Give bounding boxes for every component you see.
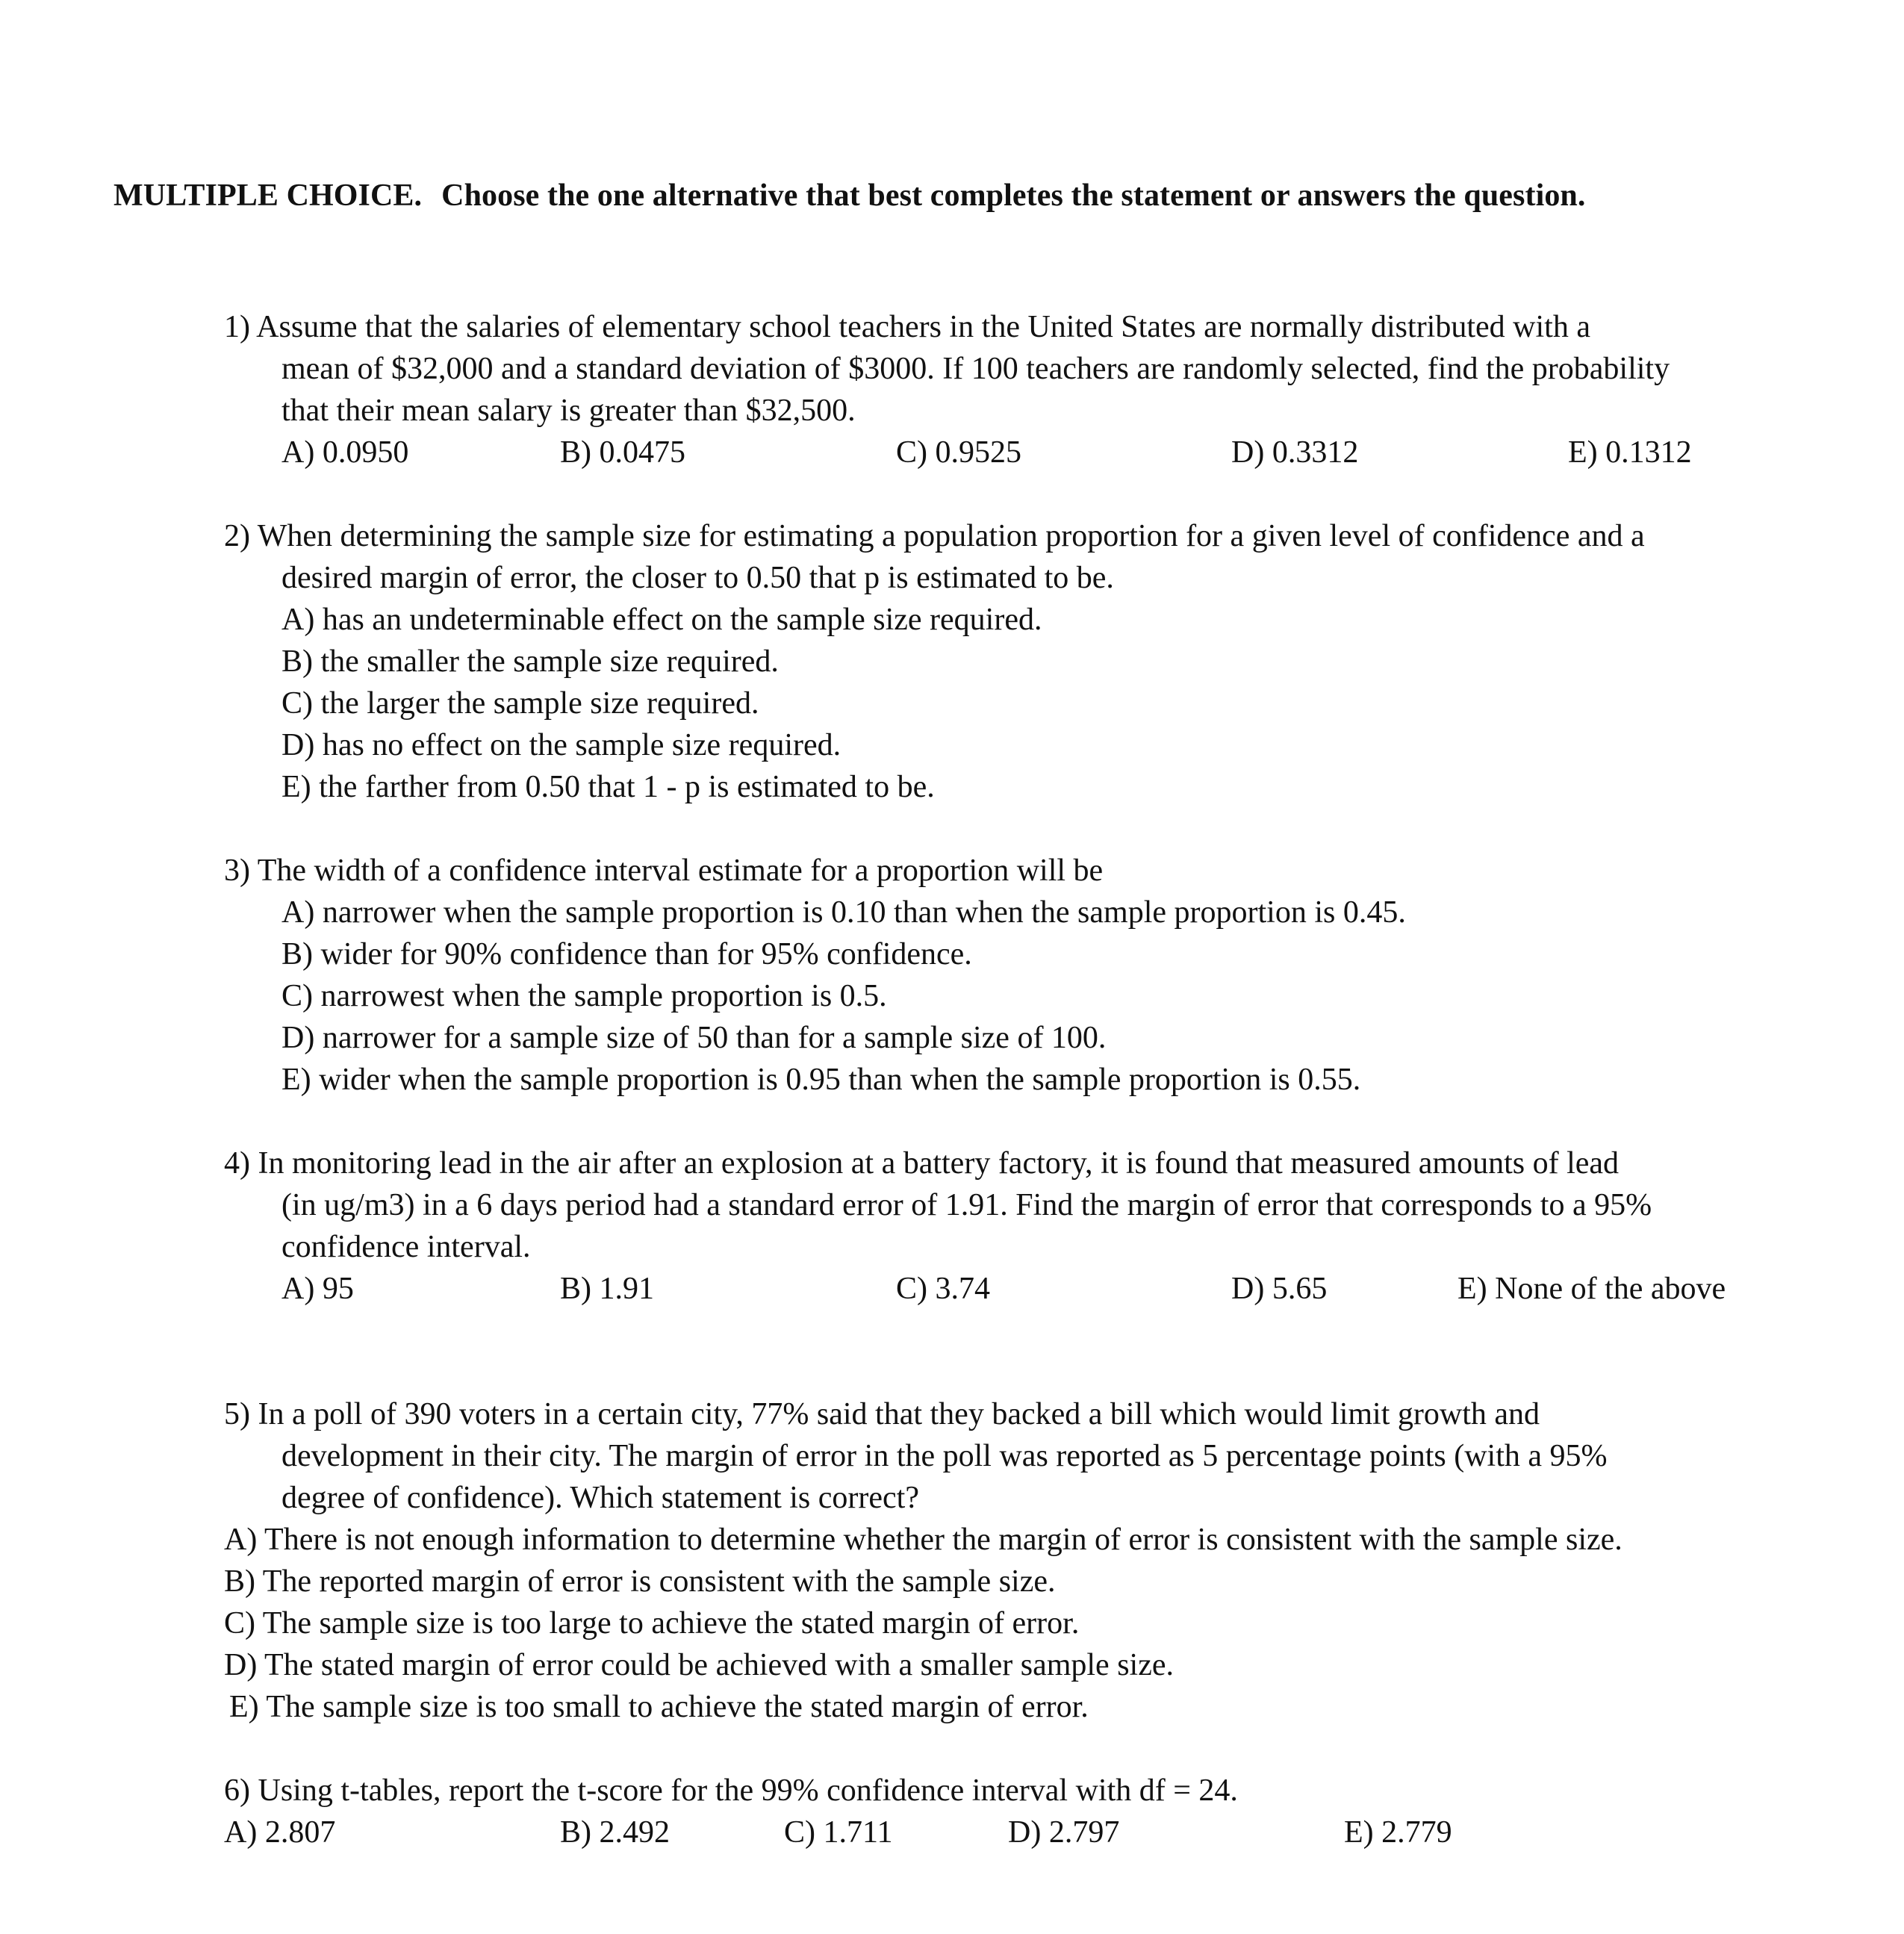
answer-option-e[interactable]: E) 0.1312: [1568, 435, 1692, 470]
answer-option-a[interactable]: A) 2.807: [224, 1815, 336, 1850]
answer-option-d[interactable]: D) narrower for a sample size of 50 than for a sample size of 100.: [281, 1021, 1107, 1055]
question-stem-line: desired margin of error, the closer to 0.50 that p is estimated to be.: [281, 561, 1114, 595]
question-stem-line: (in ug/m3) in a 6 days period had a standard error of 1.91. Find the margin of error that corresponds to a 95%: [281, 1188, 1652, 1222]
section-header: [113, 178, 1586, 214]
question-4-options: [0, 1268, 1904, 1310]
question-stem-line: 1) Assume that the salaries of elementary school teachers in the United States are normally distributed with a: [224, 310, 1590, 344]
answer-option-e[interactable]: E) 2.779: [1344, 1815, 1452, 1850]
section-title: MULTIPLE CHOICE.: [113, 178, 423, 213]
question-stem-line: 5) In a poll of 390 voters in a certain city, 77% said that they backed a bill which would limit growth and: [224, 1397, 1540, 1431]
question-stem-line: that their mean salary is greater than $32,500.: [281, 394, 856, 428]
answer-option-c[interactable]: C) 3.74: [896, 1272, 990, 1306]
answer-option-b[interactable]: B) The reported margin of error is consistent with the sample size.: [224, 1564, 1056, 1599]
answer-option-e[interactable]: E) The sample size is too small to achieve the stated margin of error.: [229, 1690, 1089, 1724]
answer-option-d[interactable]: D) 0.3312: [1231, 435, 1359, 470]
question-6-stem: [224, 1770, 1238, 1812]
question-stem-line: 3) The width of a confidence interval estimate for a proportion will be: [224, 853, 1104, 888]
question-6-options: [0, 1812, 1904, 1853]
question-1-stem: [224, 306, 1670, 432]
answer-option-a[interactable]: A) There is not enough information to determine whether the margin of error is consistent with the sample size.: [224, 1523, 1623, 1557]
answer-option-b[interactable]: B) 2.492: [560, 1815, 670, 1850]
answer-option-e[interactable]: E) wider when the sample proportion is 0.95 than when the sample proportion is 0.55.: [281, 1063, 1361, 1097]
question-3-stem: [224, 850, 1103, 892]
question-5-stem: [224, 1393, 1608, 1519]
answer-option-c[interactable]: C) the larger the sample size required.: [281, 686, 759, 721]
question-1-options: [0, 432, 1904, 473]
question-stem-line: 4) In monitoring lead in the air after an explosion at a battery factory, it is found that measured amounts of lead: [224, 1146, 1620, 1181]
answer-option-d[interactable]: D) The stated margin of error could be achieved with a smaller sample size.: [224, 1648, 1174, 1682]
answer-option-c[interactable]: C) narrowest when the sample proportion is 0.5.: [281, 979, 887, 1013]
answer-option-e[interactable]: E) None of the above: [1457, 1272, 1726, 1306]
answer-option-b[interactable]: B) the smaller the sample size required.: [281, 644, 779, 679]
question-stem-line: development in their city. The margin of error in the poll was reported as 5 percentage points (with a 95%: [281, 1439, 1608, 1473]
question-stem-line: mean of $32,000 and a standard deviation of $3000. If 100 teachers are randomly selected, find the probability: [281, 352, 1670, 386]
answer-option-a[interactable]: A) narrower when the sample proportion is 0.10 than when the sample proportion is 0.45.: [281, 895, 1406, 930]
answer-option-a[interactable]: A) has an undeterminable effect on the sample size required.: [281, 603, 1042, 637]
answer-option-c[interactable]: C) The sample size is too large to achieve the stated margin of error.: [224, 1606, 1080, 1641]
section-instructions: Choose the one alternative that best completes the statement or answers the question.: [441, 178, 1586, 213]
answer-option-d[interactable]: D) has no effect on the sample size required.: [281, 728, 841, 762]
answer-option-a[interactable]: A) 95: [281, 1272, 354, 1306]
question-stem-line: confidence interval.: [281, 1230, 531, 1264]
answer-option-b[interactable]: B) 0.0475: [560, 435, 685, 470]
question-2-stem: [224, 515, 1645, 599]
question-stem-line: 6) Using t-tables, report the t-score for the 99% confidence interval with df = 24.: [224, 1773, 1238, 1808]
question-4-stem: [224, 1142, 1652, 1268]
answer-option-c[interactable]: C) 1.711: [784, 1815, 893, 1850]
answer-option-c[interactable]: C) 0.9525: [896, 435, 1021, 470]
answer-option-a[interactable]: A) 0.0950: [281, 435, 409, 470]
answer-option-d[interactable]: D) 2.797: [1008, 1815, 1120, 1850]
question-stem-line: degree of confidence). Which statement is correct?: [281, 1481, 919, 1515]
answer-option-b[interactable]: B) wider for 90% confidence than for 95% confidence.: [281, 937, 972, 971]
answer-option-d[interactable]: D) 5.65: [1231, 1272, 1328, 1306]
question-stem-line: 2) When determining the sample size for estimating a population proportion for a given level of confidence and a: [224, 519, 1645, 553]
answer-option-b[interactable]: B) 1.91: [560, 1272, 654, 1306]
answer-option-e[interactable]: E) the farther from 0.50 that 1 - p is estimated to be.: [281, 770, 935, 804]
